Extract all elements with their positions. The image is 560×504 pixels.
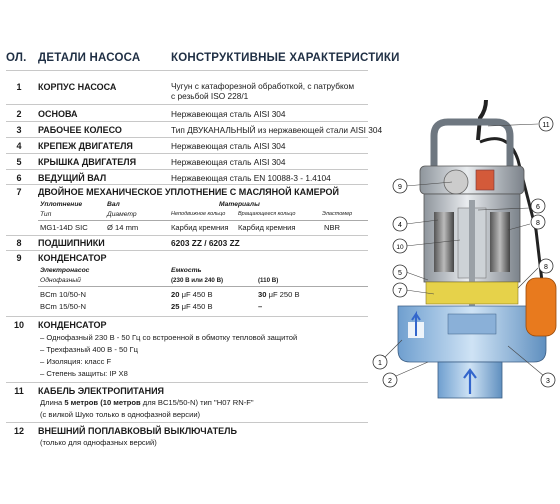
part-spec: Чугун с катафорезной обработкой, с патрубком: [171, 81, 355, 91]
cap-110-value: –: [258, 302, 263, 311]
row-divider: [6, 250, 368, 251]
part-spec: 6203 ZZ / 6203 ZZ: [171, 238, 240, 248]
col-header-part: ДЕТАЛИ НАСОСА: [38, 52, 141, 64]
callout-10: 10: [396, 244, 404, 251]
row-divider: [6, 169, 368, 170]
seal-header-shaft: Вал: [107, 201, 120, 208]
part-name: ВНЕШНИЙ ПОПЛАВКОВЫЙ ВЫКЛЮЧАТЕЛЬ: [38, 426, 237, 436]
row-no: 9: [16, 253, 22, 263]
part-spec: Нержавеющая сталь EN 10088-3 - 1.4104: [171, 173, 331, 183]
row-no: 3: [16, 125, 22, 135]
col-header-spec: КОНСТРУКТИВНЫЕ ХАРАКТЕРИСТИКИ: [171, 52, 400, 64]
col-header-no: ОЛ.: [6, 52, 27, 64]
cap-230-value: 25 μF 450 В: [171, 302, 213, 311]
callout-6: 6: [536, 204, 540, 211]
seal-header-elastomer: Эластомер: [322, 211, 353, 217]
row-no: 10: [13, 320, 24, 330]
shaft-diameter: Ø 14 mm: [107, 223, 139, 232]
row-no: 11: [14, 386, 24, 396]
cap-header-110v: (110 В): [258, 277, 279, 284]
row-no: 2: [16, 109, 22, 119]
callout-4: 4: [398, 222, 402, 229]
row-no: 5: [16, 157, 22, 167]
row-divider: [6, 121, 368, 122]
part-spec: с резьбой ISO 228/1: [171, 91, 249, 101]
row-divider: [6, 184, 368, 185]
seal-fixed-ring: Карбид кремния: [171, 223, 229, 232]
callout-9: 9: [398, 184, 402, 191]
cap-header-capacity: Емкость: [171, 267, 202, 274]
cap-header-single: Однофазный: [40, 277, 81, 284]
callout-2: 2: [388, 378, 392, 385]
motor-spec-line: – Однофазный 230 В - 50 Гц со встроенной в обмотку тепловой защитой: [40, 333, 298, 342]
part-name: КОРПУС НАСОСА: [38, 82, 117, 92]
part-name: КАБЕЛЬ ЭЛЕКТРОПИТАНИЯ: [38, 386, 165, 396]
float-switch-note: (только для однофазных версий): [40, 438, 157, 447]
part-name: КРЕПЕЖ ДВИГАТЕЛЯ: [38, 141, 133, 151]
row-divider: [6, 137, 368, 138]
seal-header-rotating-ring: Вращающееся кольцо: [238, 211, 296, 217]
part-name: ОСНОВА: [38, 109, 78, 119]
seal-header-type: Тип: [40, 211, 52, 218]
row-no: 8: [16, 238, 22, 248]
cap-110-value: 30 μF 250 В: [258, 290, 300, 299]
row-no: 4: [16, 141, 22, 151]
row-divider: [6, 104, 368, 105]
part-name: ДВОЙНОЕ МЕХАНИЧЕСКОЕ УПЛОТНЕНИЕ С МАСЛЯНОЙ КАМЕРОЙ: [38, 187, 339, 197]
row-no: 7: [16, 187, 22, 197]
part-name: КОНДЕНСАТОР: [38, 320, 107, 330]
cable-note: (с вилкой Шуко только в однофазной версии): [40, 410, 201, 419]
cap-header-pump: Электронасос: [40, 267, 90, 274]
motor-spec-line: – Трехфазный 400 В - 50 Гц: [40, 345, 139, 354]
row-no: 6: [16, 173, 22, 183]
cap-divider: [38, 286, 368, 287]
pump-cutaway-illustration: [368, 100, 560, 400]
row-divider: [6, 235, 368, 236]
seal-rotating-ring: Карбид кремния: [238, 223, 296, 232]
seal-header-fixed-ring: Неподвижное кольцо: [171, 211, 226, 217]
part-name: ПОДШИПНИКИ: [38, 238, 105, 248]
part-name: КОНДЕНСАТОР: [38, 253, 107, 263]
seal-type: MG1-14D SIC: [40, 223, 88, 232]
part-spec: Нержавеющая сталь AISI 304: [171, 109, 286, 119]
seal-header-diameter: Диаметр: [107, 211, 137, 218]
callout-11: 11: [542, 122, 550, 129]
cable-spec: Длина 5 метров (10 метров для BC15/50-N) тип "H07 RN-F": [40, 398, 254, 407]
row-no: 1: [16, 82, 22, 92]
callout-7: 7: [398, 288, 402, 295]
cap-model: BCm 15/50-N: [40, 302, 87, 311]
part-spec: Тип ДВУКАНАЛЬНЫЙ из нержавеющей стали AISI 304: [171, 125, 383, 135]
header-rule: [6, 70, 368, 71]
part-name: РАБОЧЕЕ КОЛЕСО: [38, 125, 122, 135]
part-spec: Нержавеющая сталь AISI 304: [171, 141, 286, 151]
part-name: КРЫШКА ДВИГАТЕЛЯ: [38, 157, 137, 167]
callout-8: 8: [544, 264, 548, 271]
cap-230-value: 20 μF 450 В: [171, 290, 213, 299]
motor-spec-line: – Изоляция: класс F: [40, 357, 112, 366]
row-no: 12: [13, 426, 24, 436]
callout-3: 3: [546, 378, 550, 385]
row-divider: [6, 422, 368, 423]
seal-elastomer: NBR: [324, 223, 341, 232]
callout-8: 8: [536, 220, 540, 227]
motor-spec-line: – Степень защиты: IP X8: [40, 369, 128, 378]
callout-5: 5: [398, 270, 402, 277]
seal-header-seal: Уплотнение: [40, 201, 83, 208]
row-divider: [6, 153, 368, 154]
row-divider: [6, 382, 368, 383]
part-name: ВЕДУЩИЙ ВАЛ: [38, 173, 107, 183]
callout-1: 1: [378, 360, 382, 367]
seal-header-materials: Материалы: [219, 201, 260, 208]
cap-header-230v: (230 В или 240 В): [171, 277, 224, 284]
seal-divider: [38, 220, 368, 221]
cap-model: BCm 10/50-N: [40, 290, 87, 299]
part-spec: Нержавеющая сталь AISI 304: [171, 157, 286, 167]
row-divider: [6, 316, 368, 317]
